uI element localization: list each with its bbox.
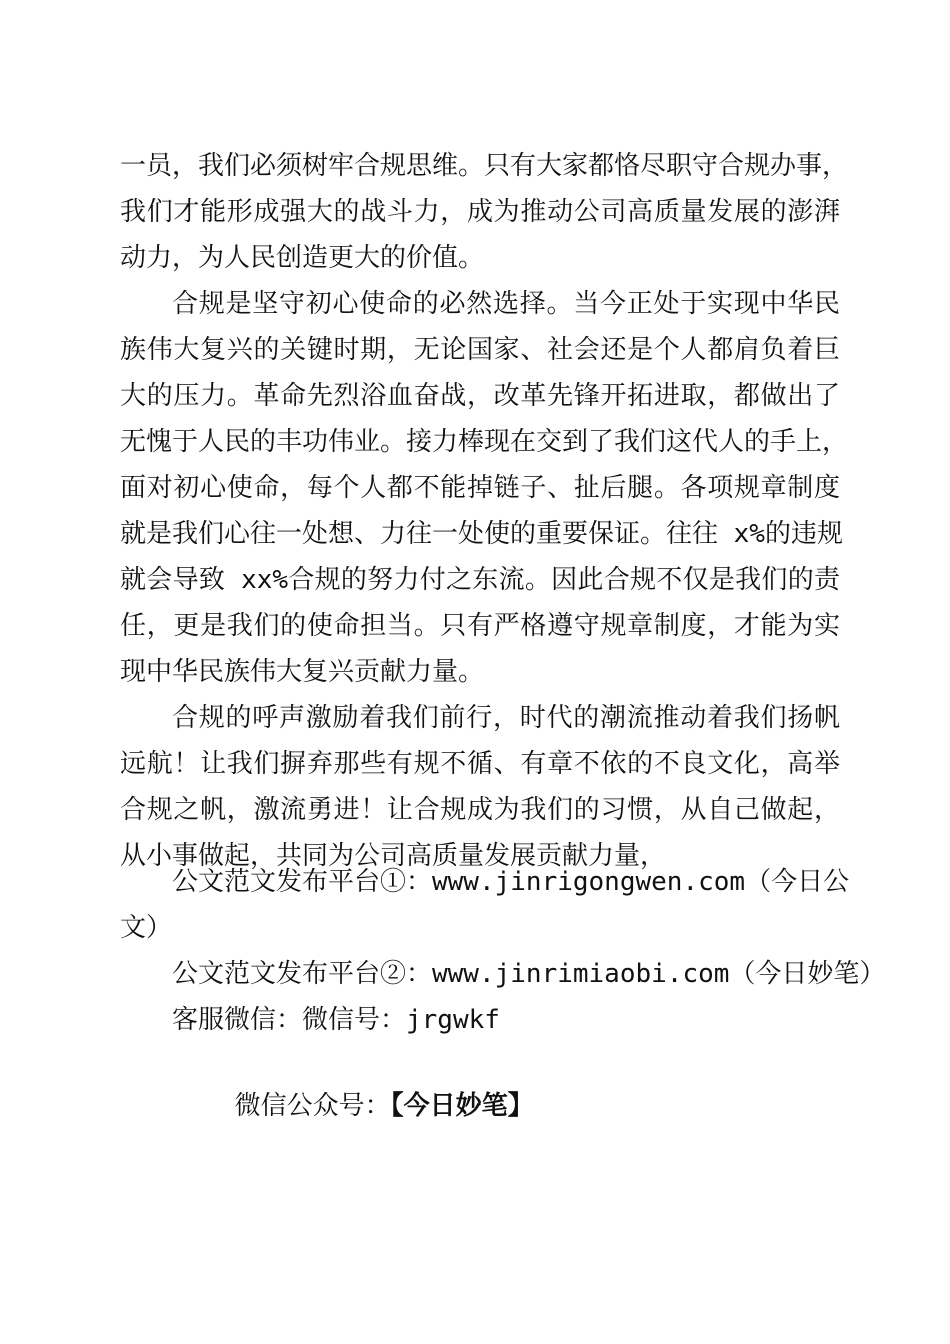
- paragraph-1-line-2: 我们才能形成强大的战斗力，成为推动公司高质量发展的澎湃: [120, 197, 840, 227]
- official-account-line: [172, 1046, 840, 1121]
- platform-1-line-2: 文）: [120, 913, 173, 943]
- paragraph-2-line-2: 族伟大复兴的关键时期，无论国家、社会还是个人都肩负着巨: [120, 335, 840, 365]
- paragraph-3-line-4: 从小事做起，共同为公司高质量发展贡献力量，: [120, 841, 667, 871]
- paragraph-2-line-1: 合规是坚守初心使命的必然选择。当今正处于实现中华民: [172, 289, 840, 319]
- paragraph-1-line-3: 动力，为人民创造更大的价值。: [120, 243, 485, 273]
- paragraph-2-line-4: 无愧于人民的丰功伟业。接力棒现在交到了我们这代人的手上，: [120, 427, 849, 457]
- platform-1-line-1: 公文范文发布平台①：www.jinrigongwen.com（今日公: [172, 867, 850, 897]
- paragraph-3-line-1: 合规的呼声激励着我们前行，时代的潮流推动着我们扬帆: [172, 703, 840, 733]
- paragraph-2-line-5: 面对初心使命，每个人都不能掉链子、扯后腿。各项规章制度: [120, 473, 840, 503]
- paragraph-2-line-9: 现中华民族伟大复兴贡献力量。: [120, 657, 485, 687]
- paragraph-1-line-1: 一员，我们必须树牢合规思维。只有大家都恪尽职守合规办事，: [120, 151, 849, 181]
- paragraph-2-line-7: 就会导致 xx%合规的努力付之东流。因此合规不仅是我们的责: [120, 565, 840, 595]
- customer-service-line: 客服微信：微信号：jrgwkf: [172, 1005, 500, 1035]
- platform-2-line: 公文范文发布平台②：www.jinrimiaobi.com（今日妙笔）: [172, 959, 886, 989]
- paragraph-2-line-8: 任，更是我们的使命担当。只有严格遵守规章制度，才能为实: [120, 611, 840, 641]
- paragraph-2-line-6: 就是我们心往一处想、力往一处使的重要保证。往往 x%的违规: [120, 519, 843, 549]
- official-account-label: 微信公众号：: [234, 1091, 391, 1121]
- paragraph-3-line-2: 远航！让我们摒弃那些有规不循、有章不依的不良文化，高举: [120, 749, 840, 779]
- paragraph-2-line-3: 大的压力。革命先烈浴血奋战，改革先锋开拓进取，都做出了: [120, 381, 840, 411]
- official-account-name: 【今日妙笔】: [390, 1091, 534, 1121]
- paragraph-3-line-3: 合规之帆，激流勇进！让合规成为我们的习惯，从自己做起，: [120, 795, 840, 825]
